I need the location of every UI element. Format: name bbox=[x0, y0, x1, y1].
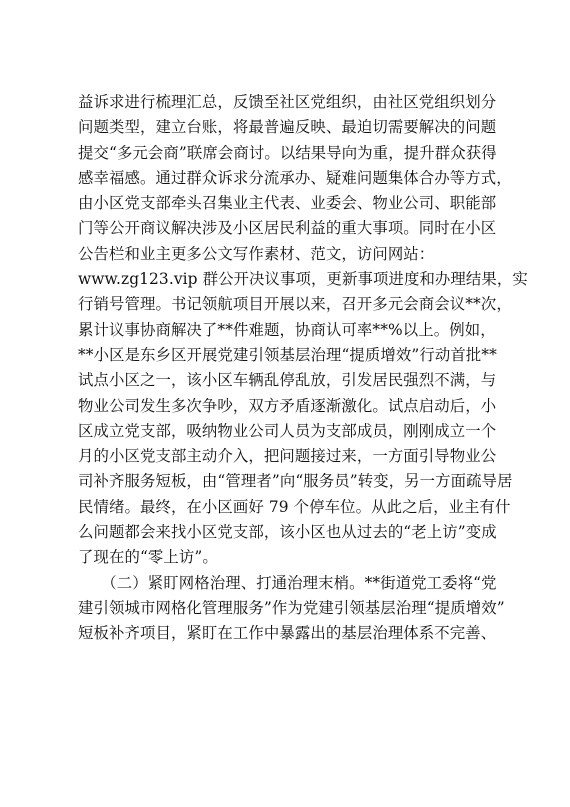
text-line: 司补齐服务短板，由“管理者”向“服务员”转变，另一方面疏导居 bbox=[78, 472, 513, 491]
text-line: 了现在的“零上访”。 bbox=[78, 548, 218, 567]
text-line: 门等公开商议解决涉及小区居民利益的重大事项。同时在小区 bbox=[78, 219, 497, 238]
text-line: 试点小区之一，该小区车辆乱停乱放，引发居民强烈不满，与 bbox=[78, 371, 497, 390]
text-line: 问题类型，建立台账，将最普遍反映、最迫切需要解决的问题 bbox=[78, 118, 497, 137]
text-line: 提交“多元会商”联席会商讨。以结果导向为重，提升群众获得 bbox=[78, 143, 497, 162]
text-line: 由小区党支部牵头召集业主代表、业委会、物业公司、职能部 bbox=[78, 194, 497, 213]
text-line: **小区是东乡区开展党建引领基层治理“提质增效”行动首批** bbox=[78, 345, 497, 364]
text-line: 民情绪。最终，在小区画好 79 个停车位。从此之后，业主有什 bbox=[78, 497, 511, 516]
text-line: 物业公司发生多次争吵，双方矛盾逐渐激化。试点启动后，小 bbox=[78, 396, 497, 415]
text-line: www.zg123.vip 群公开决议事项，更新事项进度和办理结果，实 bbox=[78, 270, 528, 289]
text-line: 建引领城市网格化管理服务”作为党建引领基层治理“提质增效” bbox=[78, 598, 505, 617]
text-line: 短板补齐项目，紧盯在工作中暴露出的基层治理体系不完善、 bbox=[78, 624, 497, 643]
text-line: 区成立党支部，吸纳物业公司人员为支部成员，刚刚成立一个 bbox=[78, 421, 497, 440]
text-line: 公告栏和业主更多公文写作素材、范文，访问网站： bbox=[78, 244, 435, 263]
text-line: （二）紧盯网格治理、打通治理末梢。**街道党工委将“党 bbox=[78, 573, 497, 592]
text-line: 感幸福感。通过群众诉求分流承办、疑难问题集体合办等方式， bbox=[78, 168, 512, 187]
text-line: 月的小区党支部主动介入，把问题接过来，一方面引导物业公 bbox=[78, 447, 497, 466]
text-line: 行销号管理。书记领航项目开展以来，召开多元会商会议**次， bbox=[78, 295, 512, 314]
text-line: 累计议事协商解决了**件难题，协商认可率**%以上。例如， bbox=[78, 320, 496, 339]
body-text bbox=[78, 90, 528, 647]
text-line: 么问题都会来找小区党支部，该小区也从过去的“老上访”变成 bbox=[78, 523, 497, 542]
text-line: 益诉求进行梳理汇总，反馈至社区党组织，由社区党组织划分 bbox=[78, 93, 497, 111]
